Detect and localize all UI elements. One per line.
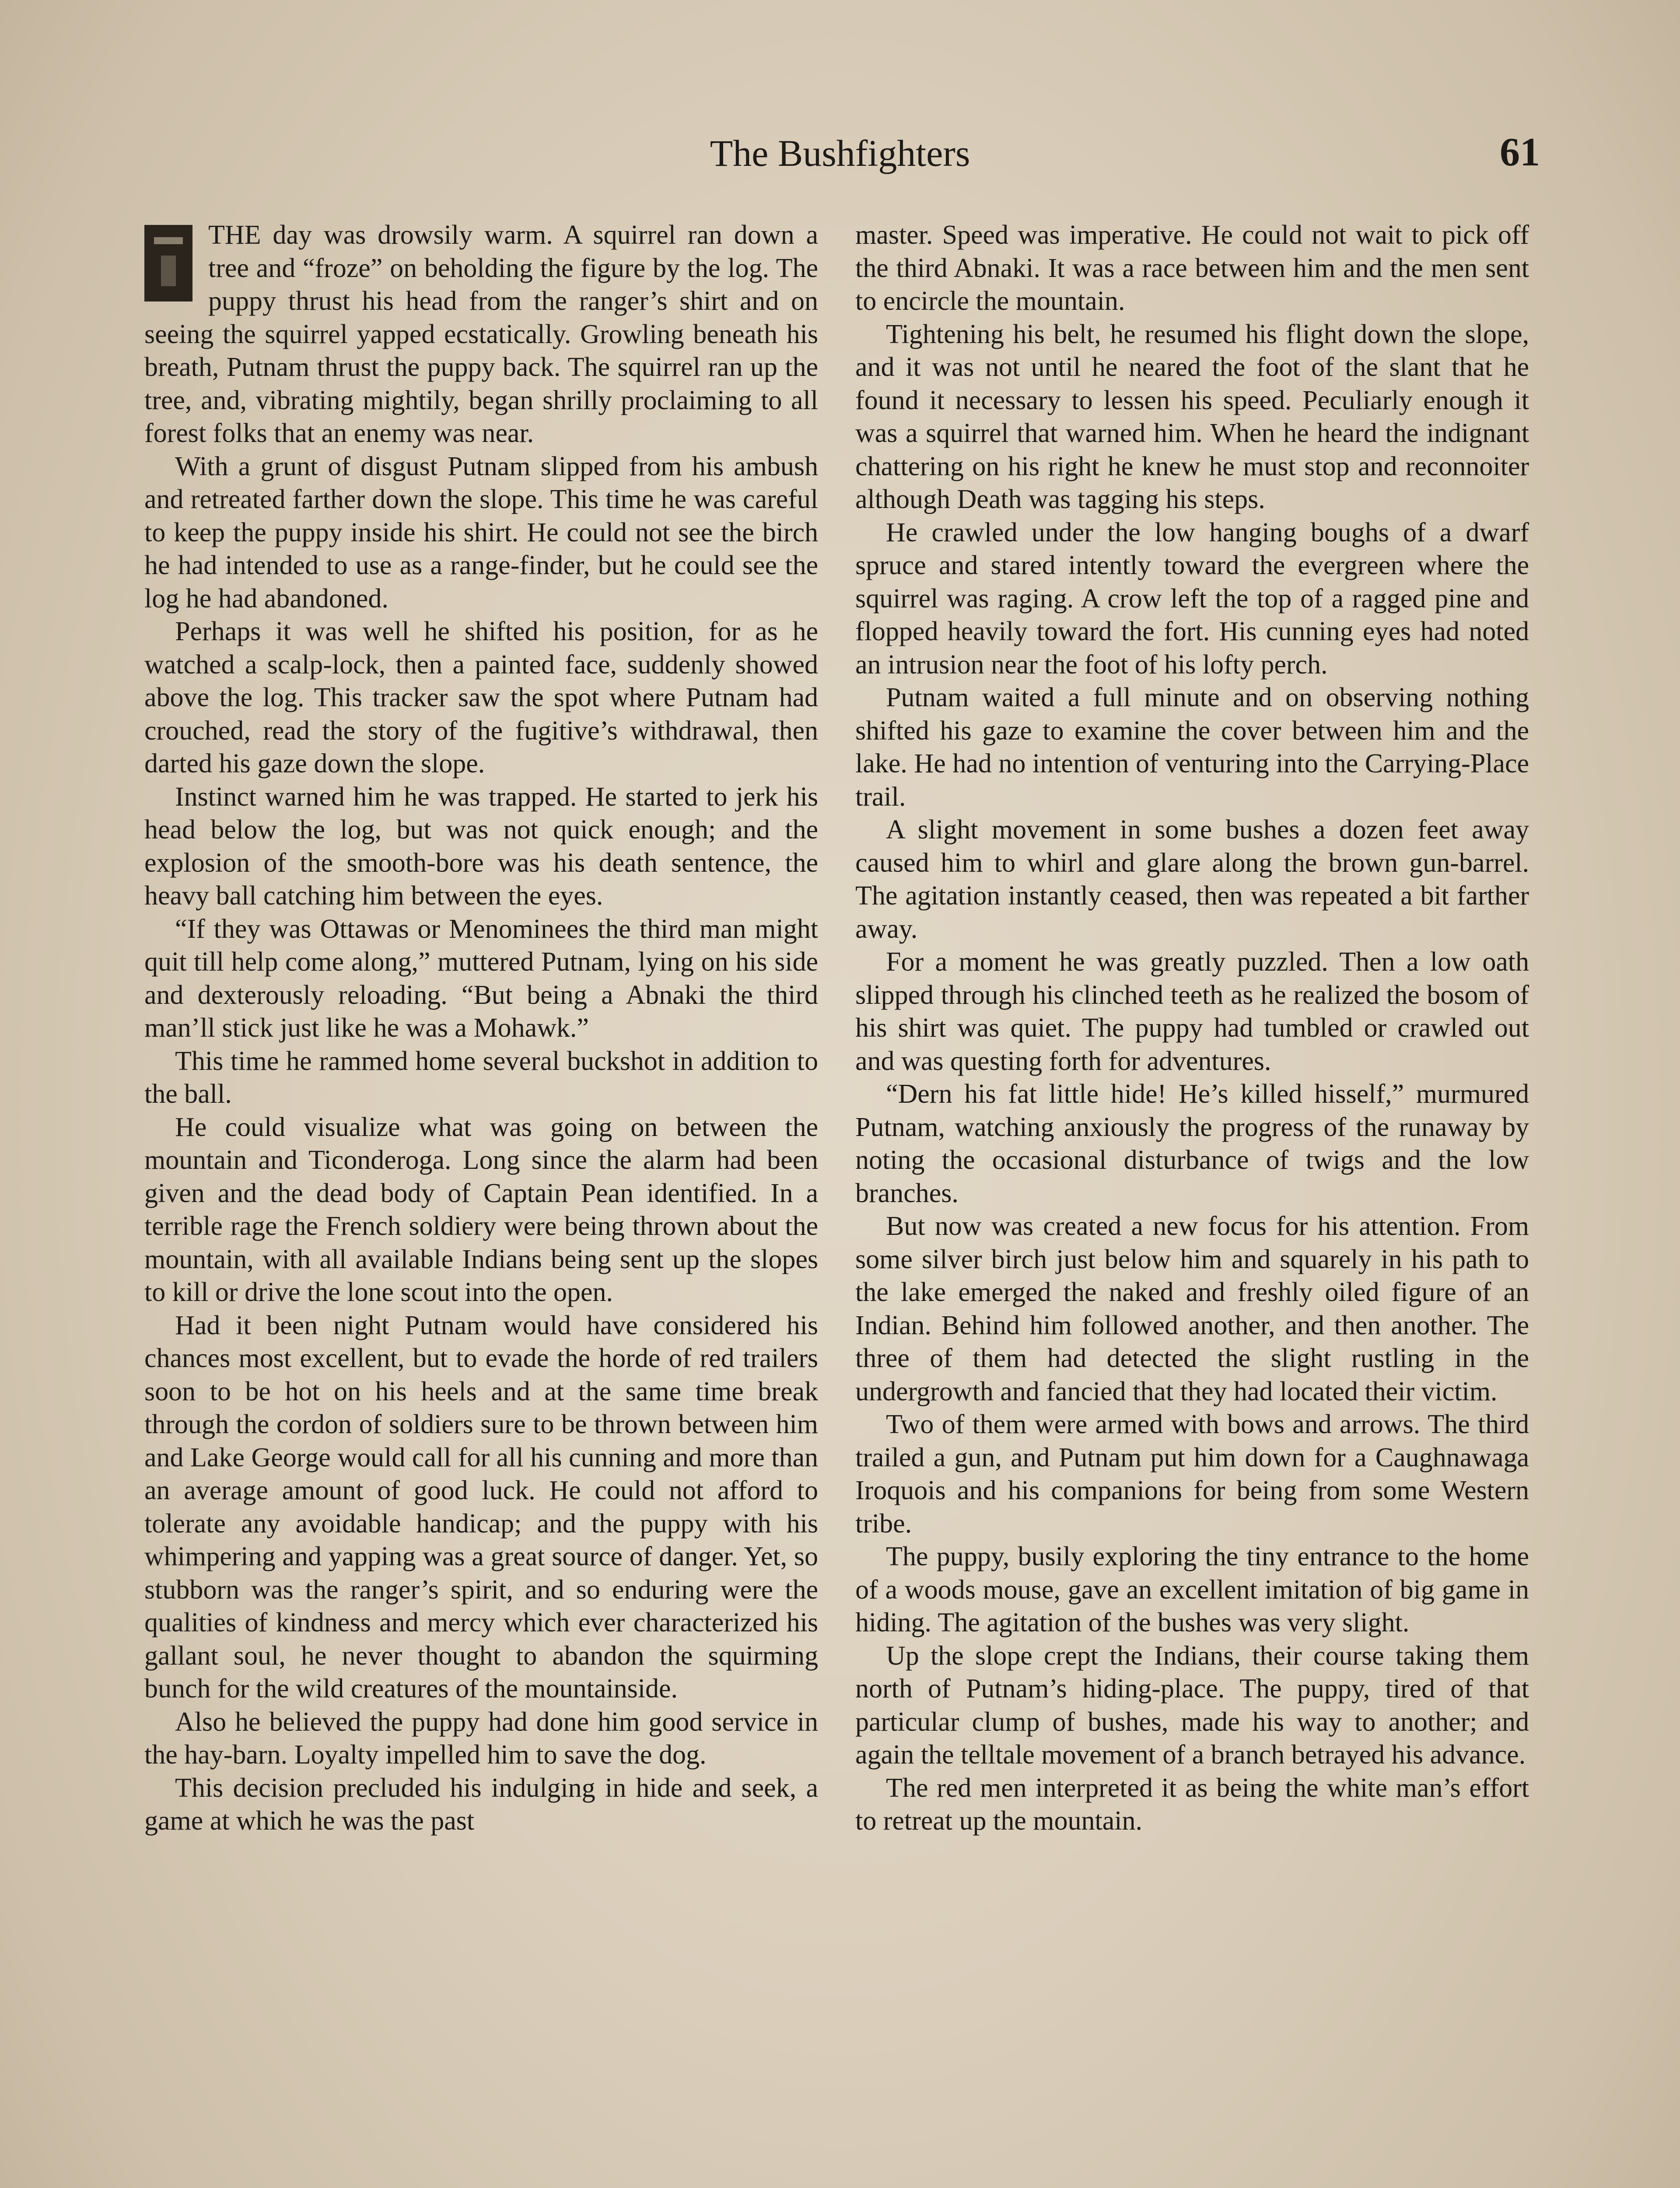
running-title: The Bushfighters bbox=[710, 132, 970, 174]
paragraph: He could visualize what was going on between the mountain and Ticonderoga. Long since the alarm had been given and the dead body of Captain Pean identified. In a terrible rage the French soldiery were being thrown about the mountain, with all available Indians being sent up the slopes to kill or drive the lone scout into the open. bbox=[144, 1112, 818, 1307]
paragraph: Also he believed the puppy had done him good service in the hay-barn. Loyalty impelled him to save the dog. bbox=[144, 1707, 818, 1770]
page-number: 61 bbox=[1500, 130, 1540, 174]
paragraph: He crawled under the low hanging boughs of a dwarf spruce and stared intently toward the evergreen where the squirrel was raging. A crow left the top of a ragged pine and flopped heavily toward the fort. His cunning eyes had noted an intrusion near the foot of his lofty perch. bbox=[855, 517, 1529, 680]
decorative-initial-icon bbox=[144, 225, 192, 302]
paragraph: Perhaps it was well he shifted his position, for as he watched a scalp-lock, then a painted face, suddenly showed above the log. This tracker saw the spot where Putnam had crouched, read the story of the fugitive’s withdrawal, then darted his gaze down the slope. bbox=[144, 617, 818, 778]
paragraph: For a moment he was greatly puzzled. Then a low oath slipped through his clinched teeth as he realized the bosom of his shirt was quiet. The puppy had tumbled or crawled out and was questing forth for adventures. bbox=[855, 947, 1529, 1076]
page-header bbox=[140, 123, 1540, 188]
paragraph: The red men interpreted it as being the white man’s effort to retreat up the mountain. bbox=[855, 1773, 1529, 1836]
text-columns bbox=[144, 219, 1536, 2188]
paragraph: This time he rammed home several buckshot in addition to the ball. bbox=[144, 1046, 818, 1109]
paragraph: THE day was drowsily warm. A squirrel ran down a tree and “froze” on beholding the figure by the log. The puppy thrust his head from the ranger’s shirt and on seeing the squirrel yapped ecstatically. Growling beneath his breath, Putnam thrust the puppy back. The squirrel ran up the tree, and, vibrating mightily, began shrilly proclaiming to all forest folks that an enemy was near. bbox=[144, 220, 818, 448]
paragraph: Tightening his belt, he resumed his flight down the slope, and it was not until he neared the foot of the slant that he found it necessary to lessen his speed. Peculiarly enough it was a squirrel that warned him. When he heard the indignant chattering on his right he knew he must stop and reconnoiter although Death was tagging his steps. bbox=[855, 319, 1529, 514]
left-column bbox=[144, 219, 818, 2188]
paragraph: master. Speed was imperative. He could not wait to pick off the third Abnaki. It was a race between him and the men sent to encircle the mountain. bbox=[855, 220, 1529, 316]
paragraph: Putnam waited a full minute and on observing nothing shifted his gaze to examine the cover between him and the lake. He had no intention of venturing into the Carrying-Place trail. bbox=[855, 683, 1529, 812]
paragraph: With a grunt of disgust Putnam slipped from his ambush and retreated farther down the slope. This time he was careful to keep the puppy inside his shirt. He could not see the birch he had intended to use as a range-finder, but he could see the log he had abandoned. bbox=[144, 451, 818, 614]
paragraph: “Dern his fat little hide! He’s killed hisself,” murmured Putnam, watching anxiously the progress of the runaway by noting the occasional disturbance of twigs and the low branches. bbox=[855, 1079, 1529, 1208]
paragraph: This decision precluded his indulging in hide and seek, a game at which he was the past bbox=[144, 1773, 818, 1836]
paragraph: Up the slope crept the Indians, their course taking them north of Putnam’s hiding-place. The puppy, tired of that particular clump of bushes, made his way to another; and again the telltale movement of a branch betrayed his advance. bbox=[855, 1641, 1529, 1770]
paragraph: The puppy, busily exploring the tiny entrance to the home of a woods mouse, gave an excellent imitation of big game in hiding. The agitation of the bushes was very slight. bbox=[855, 1542, 1529, 1637]
paragraph: Instinct warned him he was trapped. He started to jerk his head below the log, but was not quick enough; and the explosion of the smooth-bore was his death sentence, the heavy ball catching him between the eyes. bbox=[144, 782, 818, 911]
paragraph: A slight movement in some bushes a dozen feet away caused him to whirl and glare along the brown gun-barrel. The agitation instantly ceased, then was repeated a bit farther away. bbox=[855, 815, 1529, 944]
paragraph: Two of them were armed with bows and arrows. The third trailed a gun, and Putnam put him down for a Caughnawaga Iroquois and his companions for being from some Western tribe. bbox=[855, 1410, 1529, 1539]
right-column bbox=[855, 219, 1529, 2188]
paragraph: Had it been night Putnam would have considered his chances most excellent, but to evade the horde of red trailers soon to be hot on his heels and at the same time break through the cordon of soldiers sure to be thrown between him and Lake George would call for all his cunning and more than an average amount of good luck. He could not afford to tolerate any avoidable handicap; and the puppy with his whimpering and yapping was a great source of danger. Yet, so stubborn was the ranger’s spirit, and so enduring were the qualities of kindness and mercy which ever characterized his gallant soul, he never thought to abandon the squirming bunch for the wild creatures of the mountainside. bbox=[144, 1310, 818, 1704]
paragraph: But now was created a new focus for his attention. From some silver birch just below him and squarely in his path to the lake emerged the naked and freshly oiled figure of an Indian. Behind him followed another, and then another. The three of them had detected the slight rustling in the undergrowth and fancied that they had located their victim. bbox=[855, 1211, 1529, 1406]
paragraph: “If they was Ottawas or Menominees the third man might quit till help come along,” muttered Putnam, lying on his side and dexterously reloading. “But being a Abnaki the third man’ll stick just like he was a Mohawk.” bbox=[144, 914, 818, 1043]
